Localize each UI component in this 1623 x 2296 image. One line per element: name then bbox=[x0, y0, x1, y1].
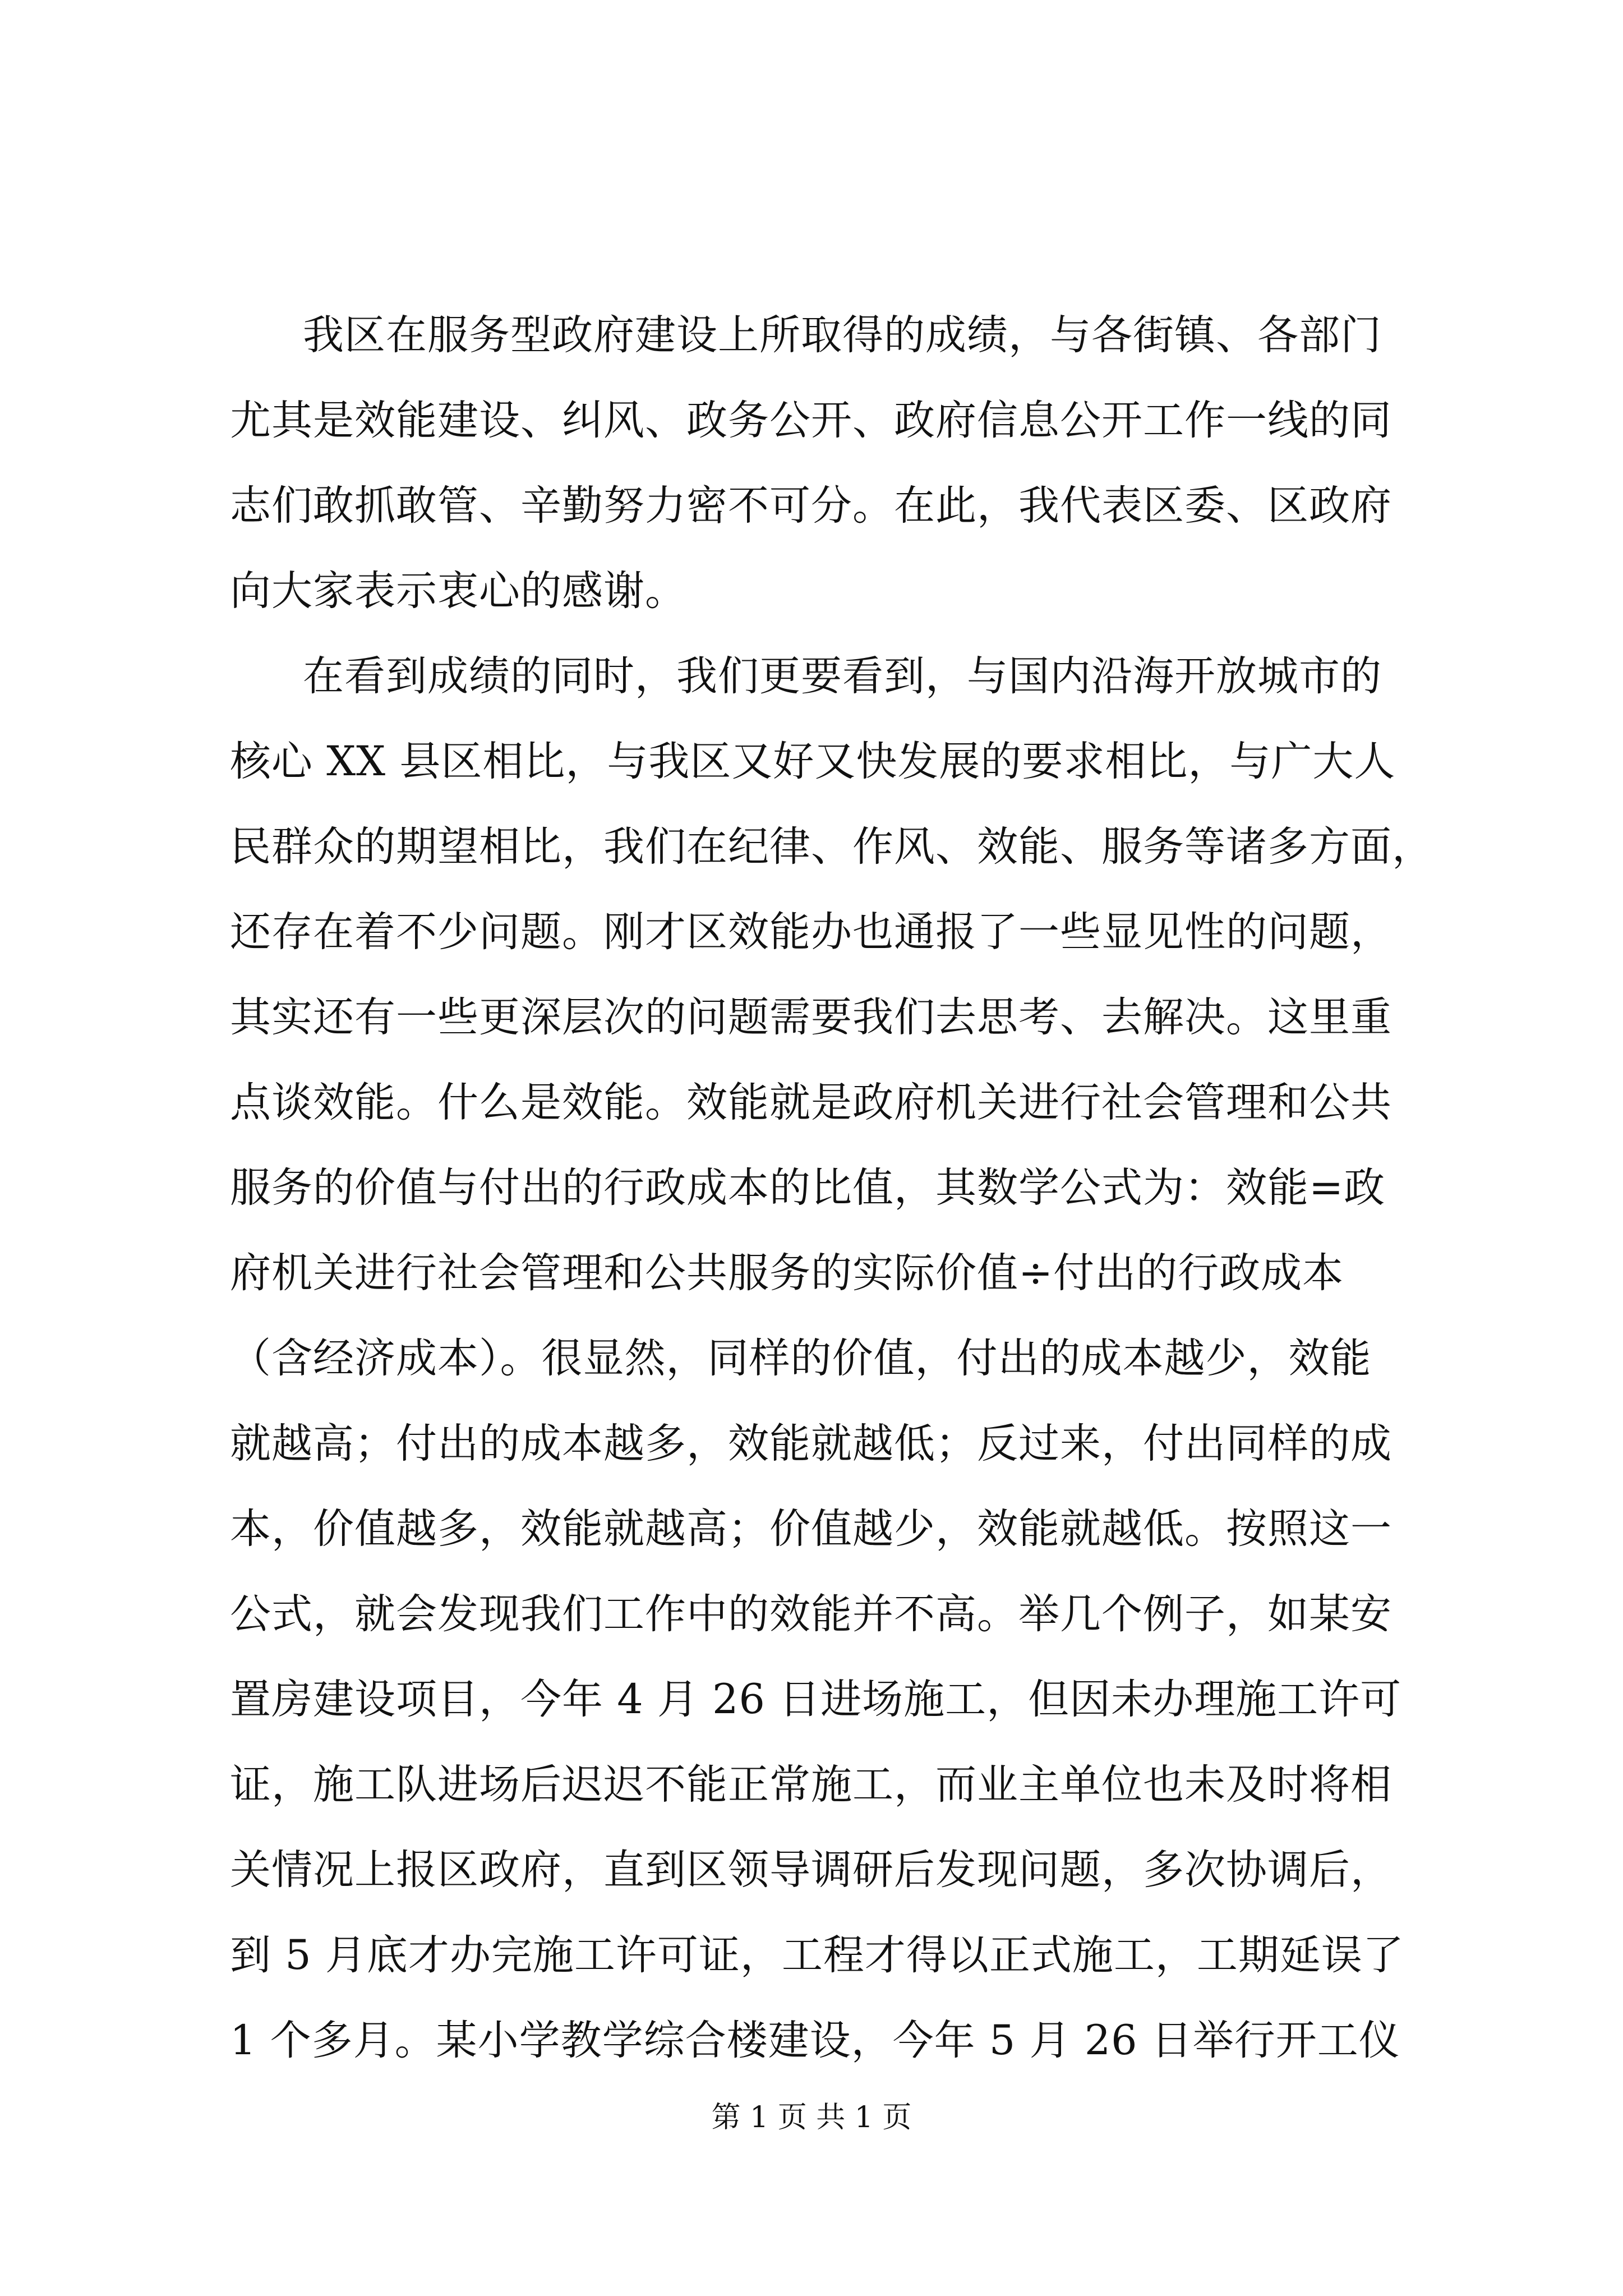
text-line: 服务的价值与付出的行政成本的比值，其数学公式为：效能=政 bbox=[230, 1164, 1386, 1212]
text-line: 我区在服务型政府建设上所取得的成绩，与各街镇、各部门 bbox=[303, 311, 1382, 359]
text-line: 志们敢抓敢管、辛勤努力密不可分。在此，我代表区委、区政府 bbox=[230, 482, 1392, 530]
text-line: 置房建设项目，今年 4 月 26 日进场施工，但因未办理施工许可 bbox=[230, 1676, 1402, 1723]
text-line: 点谈效能。什么是效能。效能就是政府机关进行社会管理和公共 bbox=[230, 1079, 1392, 1126]
page-number-label: 第 1 页 共 1 页 bbox=[711, 2101, 912, 2134]
text-line: 关情况上报区政府，直到区领导调研后发现问题，多次协调后， bbox=[230, 1846, 1392, 1894]
text-line: 其实还有一些更深层次的问题需要我们去思考、去解决。这里重 bbox=[230, 993, 1392, 1041]
text-line: （含经济成本）。很显然，同样的价值，付出的成本越少，效能 bbox=[230, 1335, 1372, 1382]
text-line: 公式，就会发现我们工作中的效能并不高。举几个例子，如某安 bbox=[230, 1590, 1392, 1638]
text-line: 民群众的期望相比，我们在纪律、作风、效能、服务等诸多方面， bbox=[230, 823, 1433, 871]
text-line: 向大家表示衷心的感谢。 bbox=[230, 567, 686, 615]
text-line: 本，价值越多，效能就越高；价值越少，效能就越低。按照这一 bbox=[230, 1505, 1392, 1553]
text-line: 1 个多月。某小学教学综合楼建设，今年 5 月 26 日举行开工仪 bbox=[230, 2017, 1400, 2064]
text-line: 到 5 月底才办完施工许可证，工程才得以正式施工，工期延误了 bbox=[230, 1931, 1404, 1979]
text-line: 在看到成绩的同时，我们更要看到，与国内沿海开放城市的 bbox=[303, 652, 1382, 700]
text-line: 就越高；付出的成本越多，效能就越低；反过来，付出同样的成 bbox=[230, 1420, 1392, 1467]
page-footer bbox=[0, 2095, 1623, 2140]
text-line: 府机关进行社会管理和公共服务的实际价值÷付出的行政成本 bbox=[230, 1249, 1344, 1297]
text-line: 还存在着不少问题。刚才区效能办也通报了一些显见性的问题， bbox=[230, 908, 1392, 956]
text-line: 尤其是效能建设、纠风、政务公开、政府信息公开工作一线的同 bbox=[230, 397, 1392, 444]
text-line: 证，施工队进场后迟迟不能正常施工，而业主单位也未及时将相 bbox=[230, 1761, 1392, 1809]
text-line: 核心 XX 县区相比，与我区又好又快发展的要求相比，与广大人 bbox=[230, 738, 1396, 785]
